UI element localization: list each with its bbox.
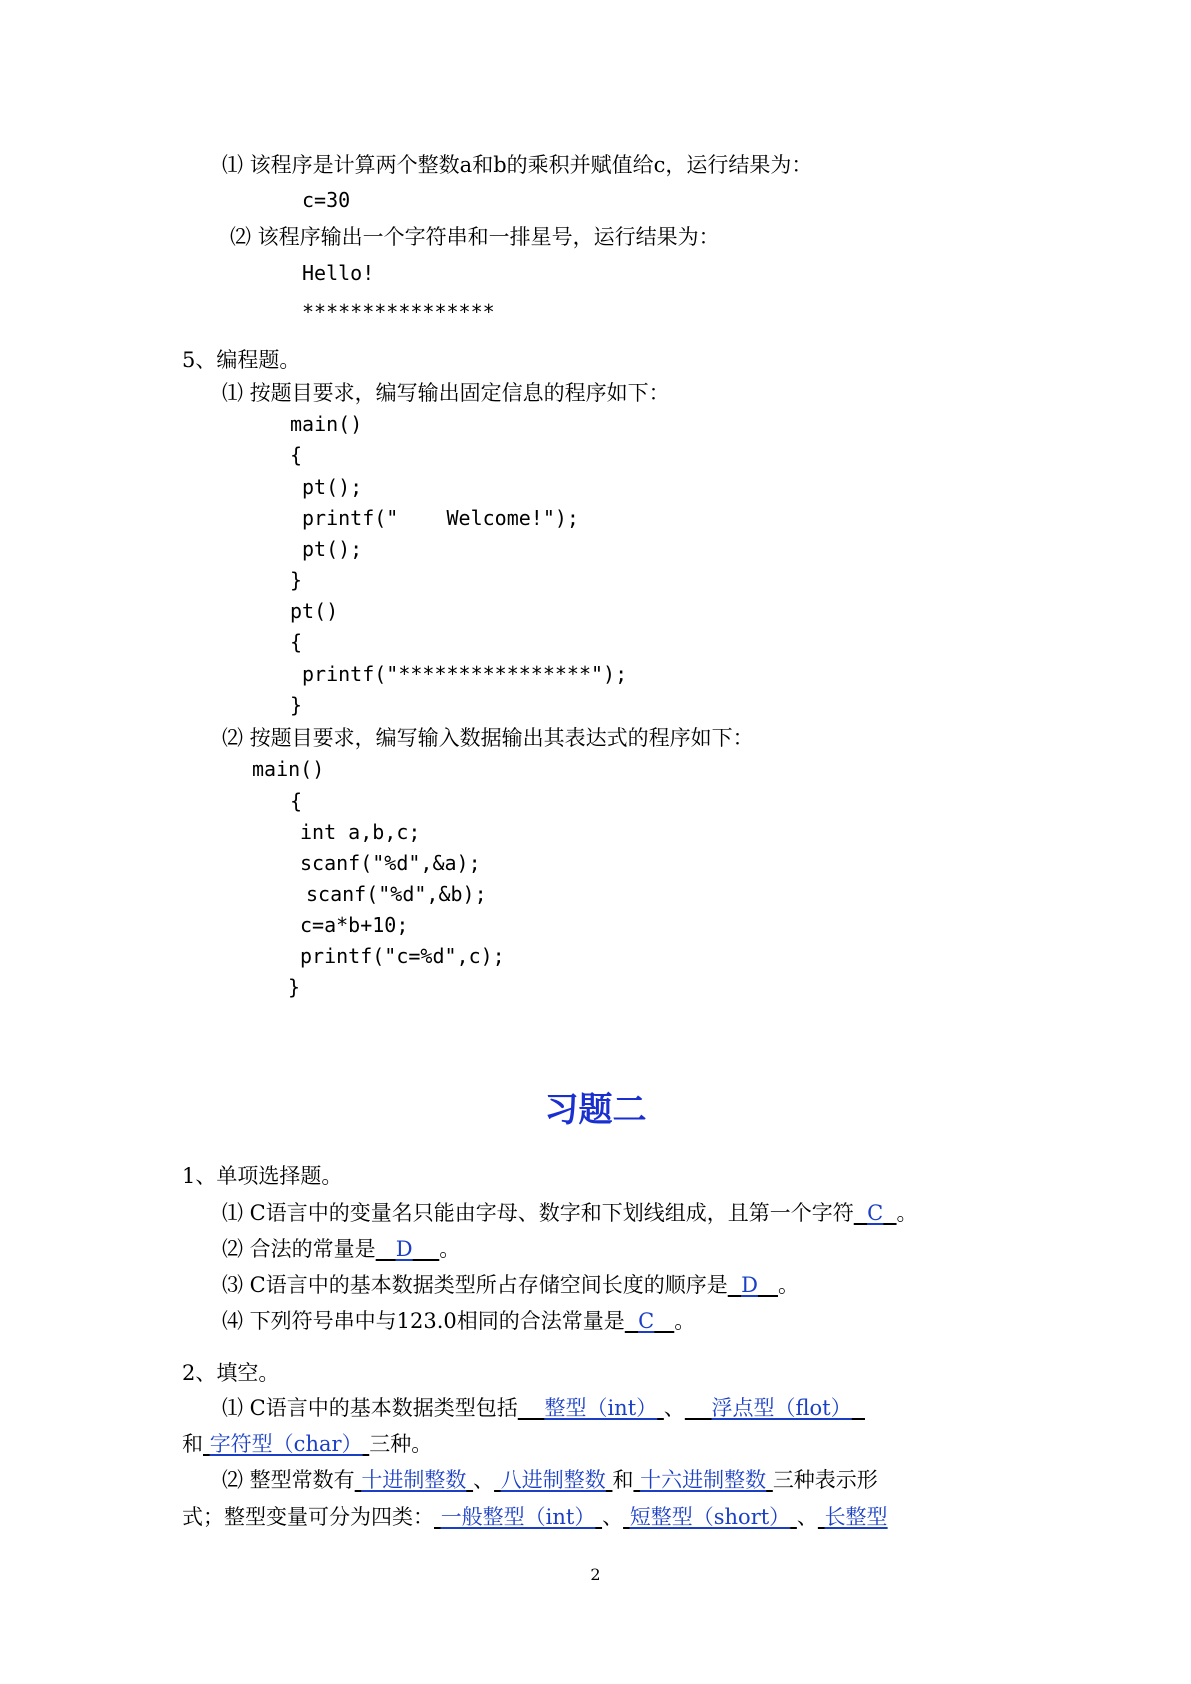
answer-value: 长整型	[824, 1505, 888, 1529]
answer-value: 字符型（char）	[209, 1432, 363, 1456]
answer-blank	[518, 1396, 664, 1420]
separator: 、	[663, 1396, 685, 1420]
question-text: ⑴ C语言中的基本数据类型包括	[222, 1396, 518, 1420]
answer-blank	[633, 1468, 772, 1492]
code-line: pt()	[290, 599, 339, 623]
code-line: }	[290, 568, 303, 592]
answer-4-2-output-line2: ****************	[302, 300, 495, 324]
question-text: ⑴ C语言中的变量名只能由字母、数字和下划线组成，且第一个字符	[222, 1201, 854, 1225]
separator: 、	[473, 1468, 495, 1492]
answer-blank	[625, 1309, 674, 1333]
answer-blank	[623, 1505, 797, 1529]
choice-question-2	[222, 1239, 460, 1260]
code-line: c=a*b+10;	[300, 913, 409, 937]
program-2-question: ⑵ 按题目要求，编写输入数据输出其表达式的程序如下：	[222, 726, 754, 750]
code-line: scanf("%d",&b);	[306, 882, 487, 906]
code-line: main()	[252, 757, 325, 781]
code-line: {	[290, 443, 303, 467]
code-line: pt();	[302, 475, 363, 499]
part-1-heading: 1、单项选择题。	[182, 1164, 343, 1188]
code-line: }	[288, 975, 301, 999]
answer-value: C	[638, 1309, 655, 1333]
code-line: {	[290, 630, 303, 654]
fill-question-1-line1	[222, 1398, 865, 1419]
answer-4-2-output-line1: Hello!	[302, 261, 375, 285]
question-text: ⑵ 整型常数有	[222, 1468, 355, 1492]
code-line: printf(" Welcome!");	[302, 506, 579, 530]
separator: 、	[796, 1505, 818, 1529]
answer-blank	[818, 1505, 888, 1529]
choice-question-4	[222, 1311, 695, 1332]
conjunction: 和	[182, 1432, 203, 1456]
code-line: int a,b,c;	[300, 820, 421, 844]
answer-blank	[376, 1237, 440, 1261]
answer-value: 八进制整数	[500, 1468, 606, 1492]
answer-blank	[434, 1505, 602, 1529]
answer-value: 短整型（short）	[629, 1505, 791, 1529]
answer-value: D	[741, 1273, 758, 1297]
question-suffix: 。	[777, 1273, 799, 1297]
choice-question-1	[222, 1203, 918, 1224]
answer-blank	[494, 1468, 612, 1492]
question-suffix: 三种。	[369, 1432, 433, 1456]
program-1-question: ⑴ 按题目要求，编写输出固定信息的程序如下：	[222, 381, 670, 405]
question-text: ⑶ C语言中的基本数据类型所占存储空间长度的顺序是	[222, 1273, 728, 1297]
question-text: 式；整型变量可分为四类：	[182, 1505, 434, 1529]
answer-blank	[203, 1432, 369, 1456]
question-text: ⑵ 合法的常量是	[222, 1237, 376, 1261]
code-line: {	[290, 789, 303, 813]
fill-question-2-line1	[222, 1470, 878, 1491]
code-line: }	[290, 693, 303, 717]
question-suffix: 。	[896, 1201, 918, 1225]
fill-question-1-line2	[182, 1434, 432, 1455]
choice-question-3	[222, 1275, 799, 1296]
question-suffix: 。	[674, 1309, 696, 1333]
answer-blank	[728, 1273, 778, 1297]
answer-value: 整型（int）	[544, 1396, 658, 1420]
answer-value: 浮点型（flot）	[711, 1396, 852, 1420]
code-line: pt();	[302, 537, 363, 561]
answer-4-1: ⑴ 该程序是计算两个整数a和b的乘积并赋值给c，运行结果为：	[222, 153, 813, 177]
code-line: printf("****************");	[302, 662, 628, 686]
code-line: printf("c=%d",c);	[300, 944, 505, 968]
answer-value: 一般整型（int）	[440, 1505, 596, 1529]
page-number: 2	[590, 1565, 601, 1584]
answer-value: 十六进制整数	[640, 1468, 767, 1492]
answer-blank	[355, 1468, 473, 1492]
code-line: main()	[290, 412, 363, 436]
answer-blank	[854, 1201, 897, 1225]
answer-value: 十进制整数	[361, 1468, 467, 1492]
question-suffix: 。	[439, 1237, 461, 1261]
answer-4-1-output: c=30	[302, 188, 351, 212]
conjunction: 和	[612, 1468, 634, 1492]
section-5-heading: 5、编程题。	[182, 348, 301, 372]
separator: 、	[602, 1505, 624, 1529]
question-text: ⑷ 下列符号串中与123.0相同的合法常量是	[222, 1309, 625, 1333]
exercise-title: 习题二	[544, 1090, 647, 1130]
question-suffix: 三种表示形	[772, 1468, 878, 1492]
code-line: scanf("%d",&a);	[300, 851, 481, 875]
fill-question-2-line2	[182, 1507, 888, 1528]
answer-value: D	[395, 1237, 413, 1261]
answer-4-2: ⑵ 该程序输出一个字符串和一排星号，运行结果为：	[230, 225, 720, 249]
part-2-heading: 2、填空。	[182, 1361, 280, 1385]
answer-value: C	[867, 1201, 884, 1225]
answer-blank	[685, 1396, 865, 1420]
